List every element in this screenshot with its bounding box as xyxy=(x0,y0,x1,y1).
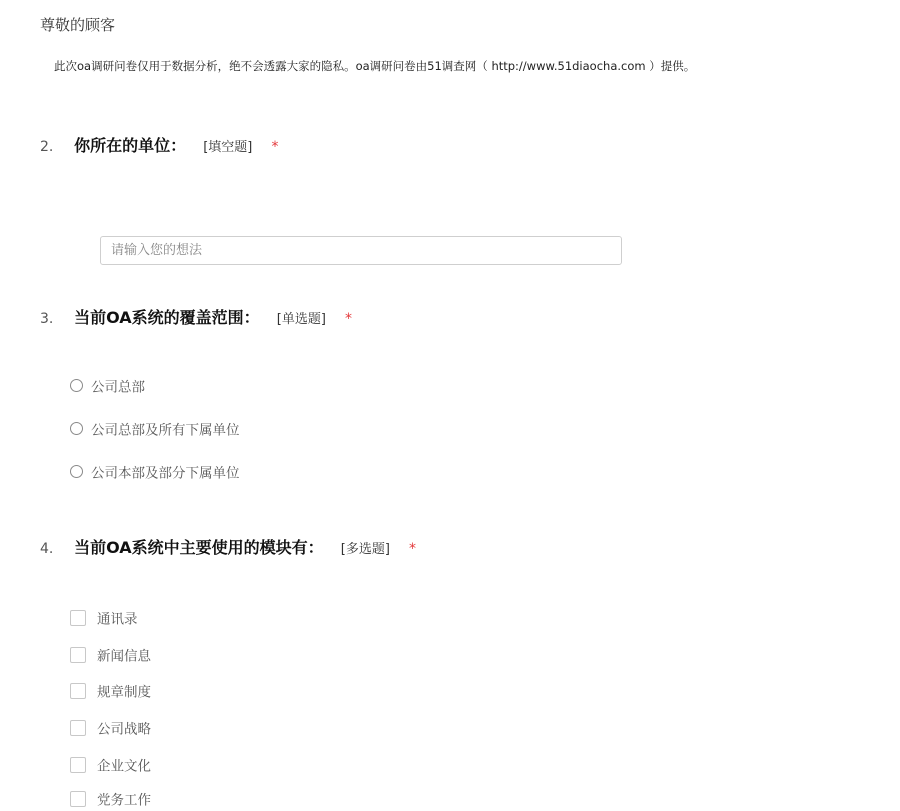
checkbox[interactable] xyxy=(70,757,86,773)
checkbox[interactable] xyxy=(70,647,86,663)
radio-option[interactable] xyxy=(70,420,240,440)
survey-intro-text: 此次oa调研问卷仅用于数据分析，绝不会透露大家的隐私。oa调研问卷由51调查网（ http://www.51diaocha.com ）提供。 xyxy=(54,59,696,73)
question-title: 你所在的单位： xyxy=(74,136,187,155)
checkbox-option[interactable] xyxy=(70,719,151,739)
option-label: 企业文化 xyxy=(97,758,151,775)
option-label: 新闻信息 xyxy=(97,648,151,665)
checkbox-option[interactable] xyxy=(70,790,151,810)
radio-button[interactable] xyxy=(70,465,83,478)
radio-option[interactable] xyxy=(70,377,145,397)
required-asterisk: * xyxy=(271,139,279,155)
question-type-tag: [单选题] xyxy=(276,312,326,327)
radio-option[interactable] xyxy=(70,463,240,483)
option-label: 公司本部及部分下属单位 xyxy=(91,465,240,482)
question-number: 3. xyxy=(40,311,54,327)
question-2-header xyxy=(40,134,278,158)
question-3-header xyxy=(40,306,352,330)
checkbox[interactable] xyxy=(70,791,86,807)
option-label: 公司总部 xyxy=(91,379,145,396)
radio-button[interactable] xyxy=(70,379,83,392)
checkbox-option[interactable] xyxy=(70,756,151,776)
question-number: 2. xyxy=(40,139,54,155)
question-4-header xyxy=(40,536,416,560)
required-asterisk: * xyxy=(409,541,416,557)
required-asterisk: * xyxy=(345,311,352,327)
question-title: 当前OA系统中主要使用的模块有： xyxy=(74,538,324,557)
checkbox[interactable] xyxy=(70,720,86,736)
checkbox[interactable] xyxy=(70,683,86,699)
checkbox-option[interactable] xyxy=(70,682,151,702)
greeting-heading: 尊敬的顾客 xyxy=(40,16,116,34)
unit-answer-input[interactable] xyxy=(100,236,622,265)
option-label: 党务工作 xyxy=(97,792,151,809)
question-type-tag: [填空题] xyxy=(203,140,253,155)
checkbox-option[interactable] xyxy=(70,609,138,629)
radio-button[interactable] xyxy=(70,422,83,435)
question-title: 当前OA系统的覆盖范围： xyxy=(74,308,260,327)
checkbox-option[interactable] xyxy=(70,646,151,666)
question-number: 4. xyxy=(40,541,54,557)
option-label: 公司战略 xyxy=(97,721,151,738)
option-label: 规章制度 xyxy=(97,684,151,701)
option-label: 通讯录 xyxy=(97,611,138,628)
checkbox[interactable] xyxy=(70,610,86,626)
question-type-tag: [多选题] xyxy=(340,542,390,557)
option-label: 公司总部及所有下属单位 xyxy=(91,422,240,439)
